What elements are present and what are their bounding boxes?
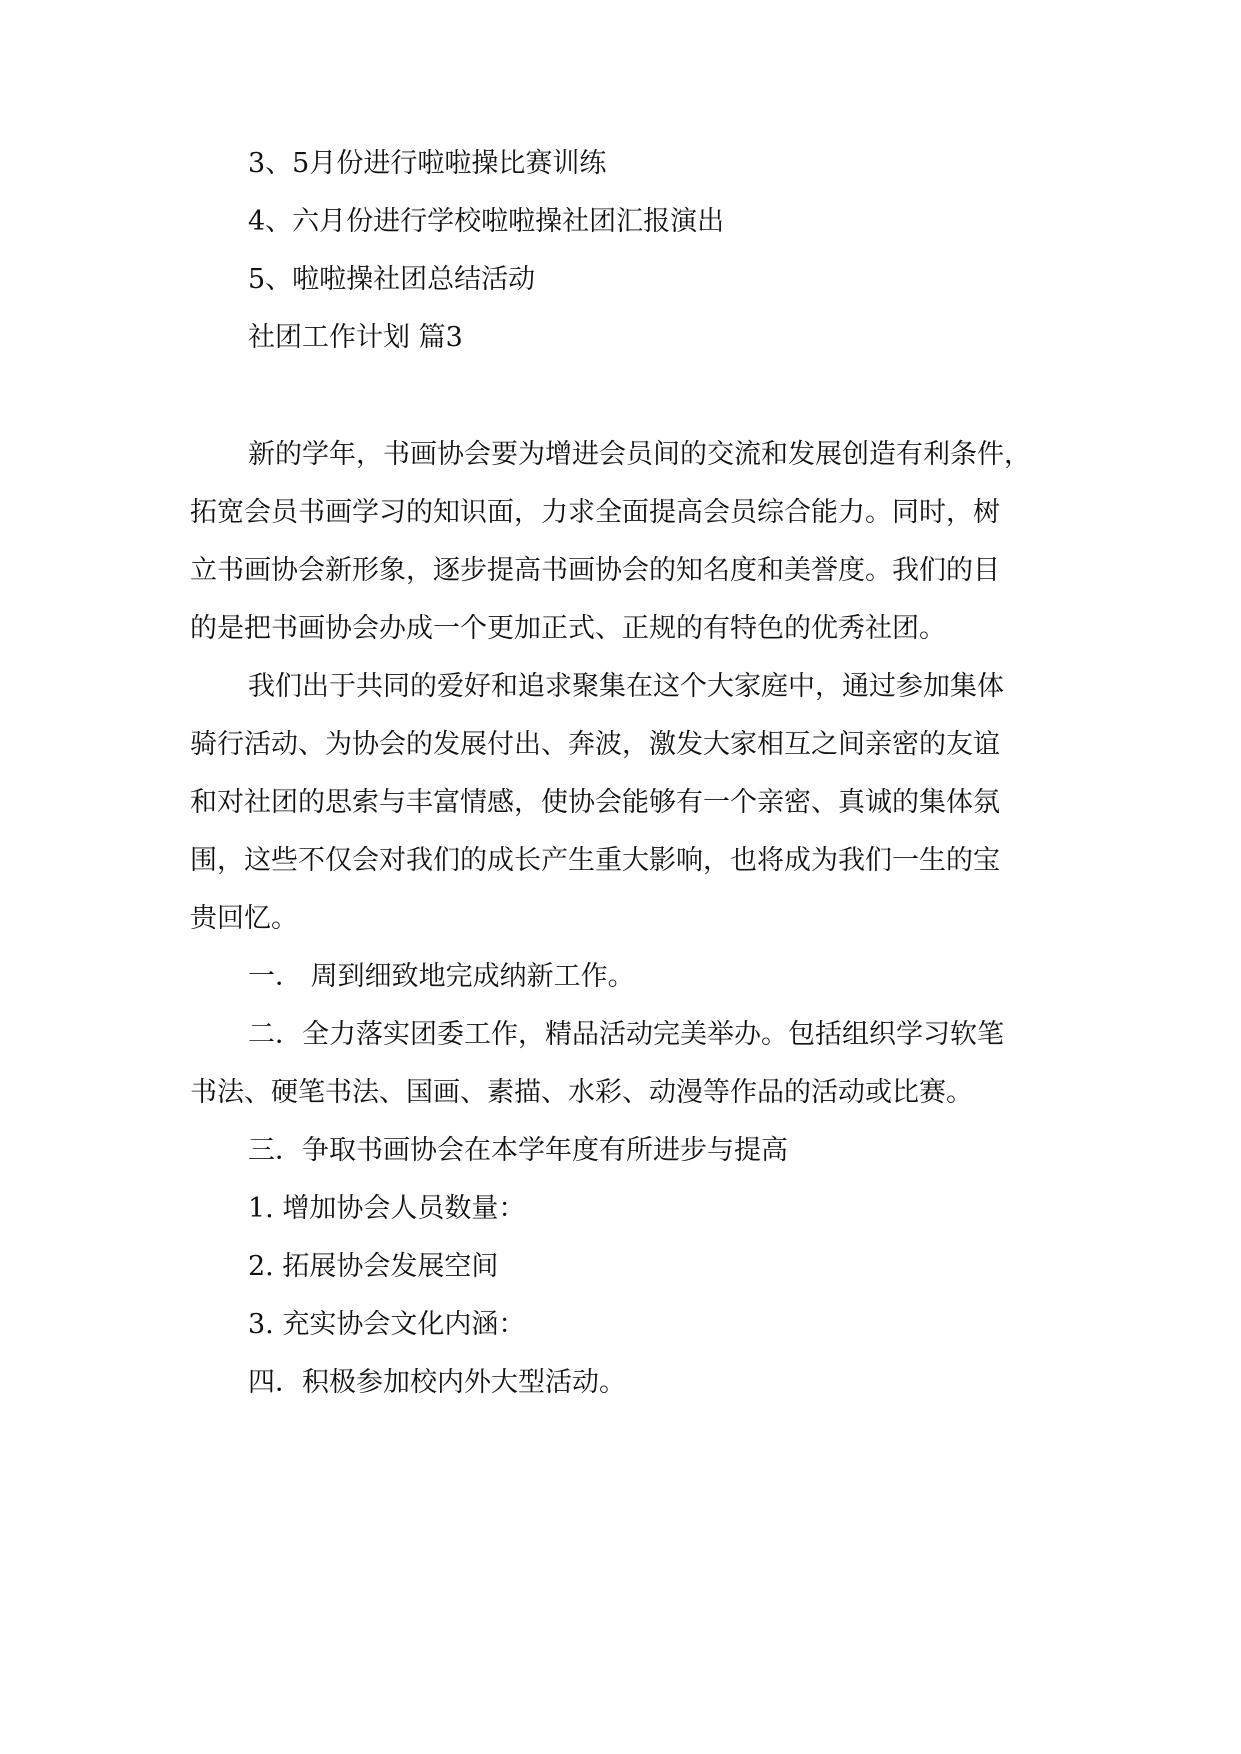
section-title: 社团工作计划 篇3 (248, 322, 463, 353)
sub-item-2: 2. 拓展协会发展空间 (248, 1251, 499, 1282)
paragraph2-line1: 我们出于共同的爱好和追求聚集在这个大家庭中，通过参加集体 (248, 671, 1004, 702)
item-two-line1: 二．全力落实团委工作，精品活动完美举办。包括组织学习软笔 (248, 1019, 1004, 1050)
sub-item-1: 1. 增加协会人员数量： (248, 1193, 526, 1224)
item-four: 四．积极参加校内外大型活动。 (248, 1367, 626, 1398)
paragraph1-line1: 新的学年，书画协会要为增进会员间的交流和发展创造有利条件， (248, 439, 1031, 470)
item-two-line2: 书法、硬笔书法、国画、素描、水彩、动漫等作品的活动或比赛。 (190, 1077, 973, 1108)
paragraph2-line3: 和对社团的思索与丰富情感，使协会能够有一个亲密、真诚的集体氛 (190, 787, 1000, 818)
paragraph2-line5: 贵回忆。 (190, 903, 298, 934)
paragraph1-line3: 立书画协会新形象，逐步提高书画协会的知名度和美誉度。我们的目 (190, 555, 1000, 586)
paragraph2-line2: 骑行活动、为协会的发展付出、奔波，激发大家相互之间亲密的友谊 (190, 729, 1000, 760)
item-one: 一． 周到细致地完成纳新工作。 (248, 961, 635, 992)
sub-item-3: 3. 充实协会文化内涵： (248, 1309, 526, 1340)
list-item-3: 3、5月份进行啦啦操比赛训练 (248, 148, 607, 179)
paragraph2-line4: 围，这些不仅会对我们的成长产生重大影响，也将成为我们一生的宝 (190, 845, 1000, 876)
item-three: 三．争取书画协会在本学年度有所进步与提高 (248, 1135, 788, 1166)
paragraph1-line4: 的是把书画协会办成一个更加正式、正规的有特色的优秀社团。 (190, 613, 946, 644)
paragraph1-line2: 拓宽会员书画学习的知识面，力求全面提高会员综合能力。同时，树 (190, 497, 1000, 528)
list-item-4: 4、六月份进行学校啦啦操社团汇报演出 (248, 206, 725, 237)
list-item-5: 5、啦啦操社团总结活动 (248, 264, 536, 295)
